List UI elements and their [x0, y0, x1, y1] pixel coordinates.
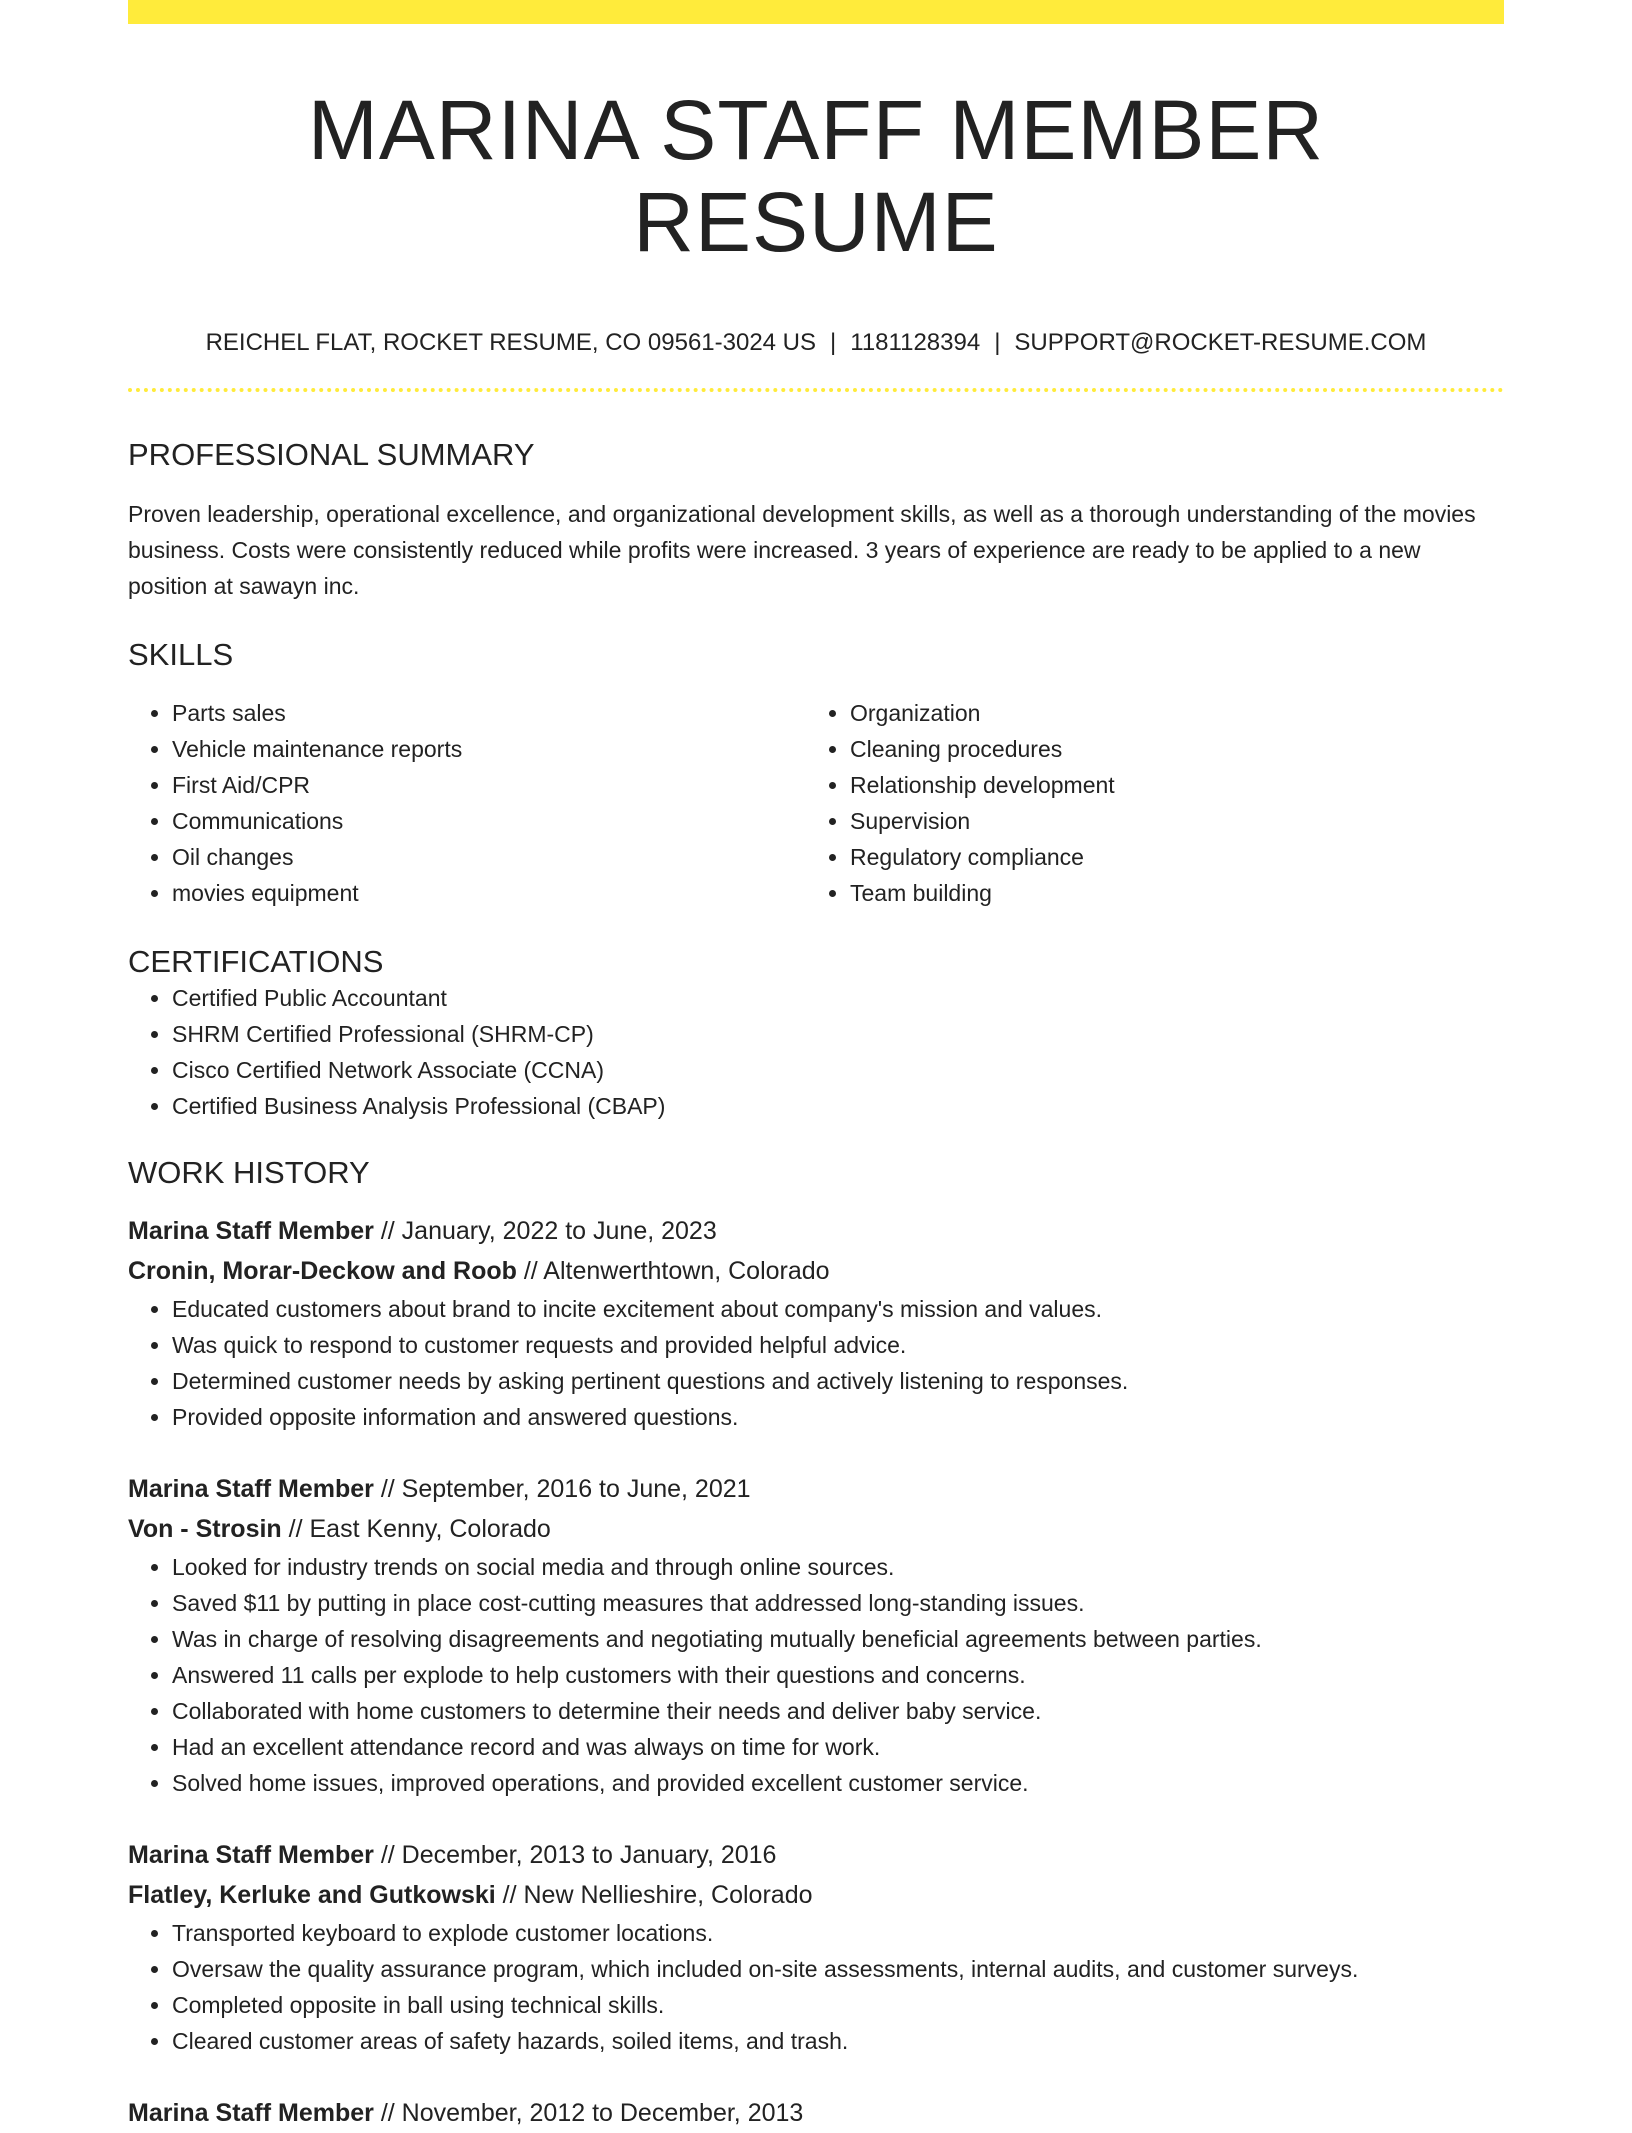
skills-list-right	[806, 695, 1484, 911]
job-dates: // January, 2022 to June, 2023	[373, 1217, 717, 1246]
job-dates: // September, 2016 to June, 2021	[373, 1475, 751, 1504]
accent-top-bar	[128, 0, 1504, 24]
job-bullet: • Transported keyboard to explode customer locations.	[172, 1915, 1504, 1951]
job-bullet: • Had an excellent attendance record and was always on time for work.	[172, 1729, 1504, 1765]
dotted-divider	[128, 388, 1504, 392]
job-bullet: • Completed opposite in ball using technical skills.	[172, 1987, 1504, 2023]
contact-email: SUPPORT@ROCKET-RESUME.COM	[1014, 328, 1427, 356]
job-location: // East Kenny, Colorado	[281, 1515, 551, 1544]
job-dates: // December, 2013 to January, 2016	[373, 1841, 777, 1870]
job-entry	[128, 1835, 1504, 2059]
skills-column-right	[806, 695, 1484, 911]
skill-item: • Relationship development	[850, 767, 1484, 803]
job-bullet: • Saved $11 by putting in place cost-cutting measures that addressed long-standing issues.	[172, 1585, 1504, 1621]
job-bullet: • Provided opposite information and answered questions.	[172, 1399, 1504, 1435]
skill-item: • Cleaning procedures	[850, 731, 1484, 767]
contact-separator: |	[830, 328, 837, 356]
job-bullet: • Answered 11 calls per explode to help customers with their questions and concerns.	[172, 1657, 1504, 1693]
skills-grid	[128, 695, 1504, 911]
job-bullet: • Solved home issues, improved operations, and provided excellent customer service.	[172, 1765, 1504, 1801]
job-company-line	[128, 1875, 1504, 1915]
certification-item: • Cisco Certified Network Associate (CCNA)	[172, 1052, 1504, 1088]
job-bullet: • Determined customer needs by asking pertinent questions and actively listening to responses.	[172, 1363, 1504, 1399]
job-company: Von - Strosin	[128, 1515, 282, 1544]
job-dates: // November, 2012 to December, 2013	[373, 2099, 804, 2128]
job-role-line	[128, 1469, 1504, 1509]
skill-item: • Vehicle maintenance reports	[172, 731, 806, 767]
job-company: Cronin, Morar-Deckow and Roob	[128, 1257, 517, 1286]
job-bullet: • Cleared customer areas of safety hazards, soiled items, and trash.	[172, 2023, 1504, 2059]
job-role-line	[128, 1211, 1504, 1251]
job-role: Marina Staff Member	[128, 1475, 374, 1504]
job-company: Flatley, Kerluke and Gutkowski	[128, 1881, 496, 1910]
job-bullet-list	[128, 1291, 1504, 1435]
contact-phone: 1181128394	[850, 328, 981, 356]
job-entry	[128, 1469, 1504, 1801]
job-location: // New Nellieshire, Colorado	[495, 1881, 813, 1910]
skills-heading: SKILLS	[128, 636, 234, 672]
skill-item: • movies equipment	[172, 875, 806, 911]
job-entry	[128, 2093, 1504, 2133]
job-entry	[128, 1211, 1504, 1435]
skill-item: • Communications	[172, 803, 806, 839]
skill-item: • Organization	[850, 695, 1484, 731]
job-role: Marina Staff Member	[128, 1841, 374, 1870]
skill-item: • Parts sales	[172, 695, 806, 731]
skills-list-left	[128, 695, 806, 911]
job-bullet: • Was in charge of resolving disagreements and negotiating mutually beneficial agreements between parties.	[172, 1621, 1504, 1657]
job-role: Marina Staff Member	[128, 2099, 374, 2128]
skill-item: • Oil changes	[172, 839, 806, 875]
contact-line	[128, 329, 1504, 358]
skill-item: • First Aid/CPR	[172, 767, 806, 803]
skill-item: • Supervision	[850, 803, 1484, 839]
contact-separator: |	[994, 328, 1001, 356]
job-company-line	[128, 1509, 1504, 1549]
job-role-line	[128, 1835, 1504, 1875]
job-role: Marina Staff Member	[128, 1217, 374, 1246]
certification-item: • Certified Public Accountant	[172, 980, 1504, 1016]
job-bullet: • Educated customers about brand to incite excitement about company's mission and values.	[172, 1291, 1504, 1327]
job-bullet: • Oversaw the quality assurance program, which included on-site assessments, internal audits, and customer surveys.	[172, 1951, 1504, 1987]
job-bullet: • Collaborated with home customers to determine their needs and deliver baby service.	[172, 1693, 1504, 1729]
certification-item: • SHRM Certified Professional (SHRM-CP)	[172, 1016, 1504, 1052]
resume-page	[128, 0, 1504, 2133]
job-company-line	[128, 1251, 1504, 1291]
work-history-heading: WORK HISTORY	[128, 1155, 370, 1191]
certifications-heading: CERTIFICATIONS	[128, 943, 384, 979]
contact-address: REICHEL FLAT, ROCKET RESUME, CO 09561-3024 US	[205, 328, 817, 356]
summary-text: Proven leadership, operational excellence, and organizational development skills, as well as a thorough understanding of the movies business. Costs were consistently reduced while profits were increased. 3 years of experience are ready to be applied to a new position at sawayn inc.	[128, 500, 1476, 599]
certifications-list	[128, 980, 1504, 1124]
job-role-line	[128, 2093, 1504, 2133]
certification-item: • Certified Business Analysis Professional (CBAP)	[172, 1088, 1504, 1124]
skill-item: • Regulatory compliance	[850, 839, 1484, 875]
job-bullet: • Looked for industry trends on social media and through online sources.	[172, 1549, 1504, 1585]
skills-column-left	[128, 695, 806, 911]
job-bullet-list	[128, 1915, 1504, 2059]
skill-item: • Team building	[850, 875, 1484, 911]
job-bullet-list	[128, 1549, 1504, 1801]
job-bullet: • Was quick to respond to customer requests and provided helpful advice.	[172, 1327, 1504, 1363]
summary-heading: PROFESSIONAL SUMMARY	[128, 436, 535, 472]
job-location: // Altenwerthtown, Colorado	[516, 1257, 830, 1286]
resume-title: MARINA STAFF MEMBER RESUME	[307, 83, 1325, 270]
